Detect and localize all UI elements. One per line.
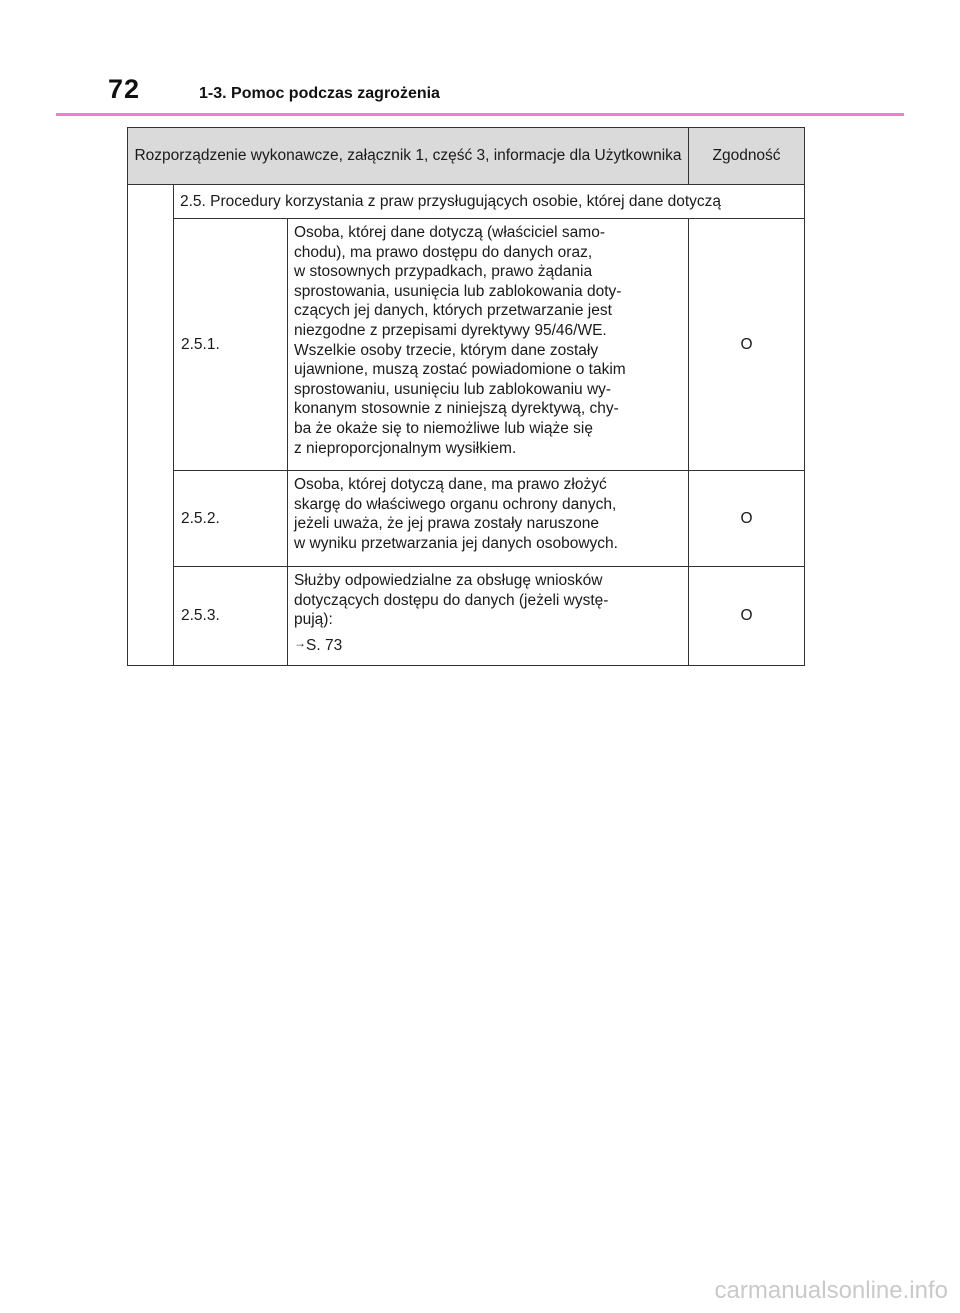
blank-indent-cell bbox=[128, 185, 174, 666]
page-reference bbox=[294, 636, 684, 657]
table-header-row bbox=[128, 128, 805, 185]
table-row bbox=[128, 219, 805, 471]
section-heading: 2.5. Procedury korzystania z praw przysługujących osobie, której dane dotyczą bbox=[174, 185, 805, 219]
row-description: Osoba, której dane dotyczą (właściciel samo- chodu), ma prawo dostępu do danych oraz, w stosownych przypadkach, prawo żądania sprostowania, usunięcia lub zablokowania doty- czących jej danych, których przetwarzanie jest niezgodne z przepisami dyrektywy 95/46/WE. Wszelkie osoby trzecie, którym dane zostały ujawnione, muszą zostać powiadomione o takim sprostowaniu, usunięciu lub zablokowaniu wy- konanym stosownie z niniejszą dyrektywą, chy- ba że okaże się to niemożliwe lub wiąże się z nieproporcjonalnym wysiłkiem. bbox=[288, 219, 689, 471]
section-heading-row bbox=[128, 185, 805, 219]
section-title: 1-3. Pomoc podczas zagrożenia bbox=[199, 85, 440, 102]
header-compliance: Zgodność bbox=[689, 128, 805, 185]
row-description: Służby odpowiedzialne za obsługę wniosków dotyczących dostępu do danych (jeżeli wystę- pują): →S. 73 bbox=[288, 567, 689, 666]
row-compliance: O bbox=[689, 471, 805, 567]
page-number: 72 bbox=[108, 74, 141, 104]
table-row bbox=[128, 471, 805, 567]
row-number: 2.5.1. bbox=[174, 219, 288, 471]
header-rule bbox=[56, 113, 904, 116]
page-reference-label: S. 73 bbox=[306, 636, 343, 654]
table-row bbox=[128, 567, 805, 666]
header-regulation: Rozporządzenie wykonawcze, załącznik 1, część 3, informacje dla Użytkownika bbox=[128, 128, 689, 185]
page-header bbox=[0, 0, 960, 116]
regulation-table bbox=[127, 127, 805, 666]
watermark: carmanualsonline.info bbox=[714, 1277, 948, 1304]
row-description: Osoba, której dotyczą dane, ma prawo złożyć skargę do właściwego organu ochrony danych, jeżeli uważa, że jej prawa zostały naruszone w wyniku przetwarzania jej danych osobowych. bbox=[288, 471, 689, 567]
arrow-right-icon: → bbox=[294, 635, 306, 650]
row-compliance: O bbox=[689, 567, 805, 666]
row-number: 2.5.3. bbox=[174, 567, 288, 666]
row-number: 2.5.2. bbox=[174, 471, 288, 567]
row-compliance: O bbox=[689, 219, 805, 471]
